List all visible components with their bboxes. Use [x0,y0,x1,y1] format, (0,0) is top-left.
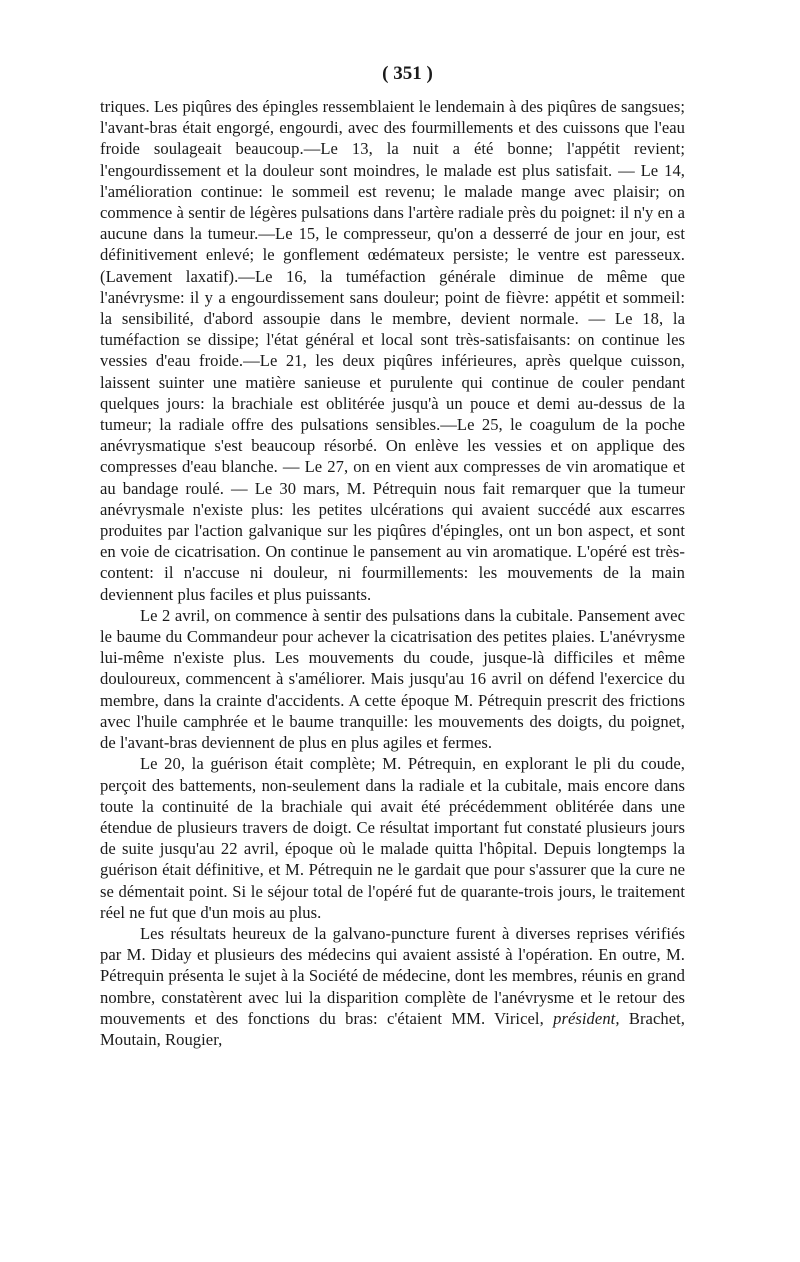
paragraph-4-italic: président, [553,1008,620,1028]
paragraph-4 [100,923,685,1050]
body-text [100,96,685,1050]
paragraph-4-tail: Brachet, Moutain, Rougier, [100,1008,686,1049]
paragraph-2: Le 2 avril, on commence à sentir des pulsations dans la cubitale. Pansement avec le baume du Commandeur pour achever la cicatrisation des petites plaies. L'anévrysme lui-même n'existe plus. Les mouvements du coude, jusque-là difficiles et même douloureux, commencent à s'améliorer. Mais jusqu'au 16 avril on défend l'exercice du membre, dans la crainte d'accidents. A cette époque M. Pétrequin prescrit des frictions avec l'huile camphrée et le baume tranquille: les mouvements des doigts, du poignet, de l'avant-bras deviennent de plus en plus agiles et fermes. [100,605,685,753]
paragraph-4-text: Les résultats heureux de la galvano-puncture furent à diverses reprises vérifiés par M. Diday et plusieurs des médecins qui avaient assisté à l'opération. En outre, M. Pétrequin présenta le sujet à la Société de médecine, dont les membres, réunis en grand nombre, constatèrent avec lui la disparition complète de l'anévrysme et le retour des mouvements et des fonctions du bras: c'étaient MM. Viricel, [100,923,685,1028]
document-page [100,60,685,1050]
page-number: ( 351 ) [382,63,433,84]
paragraph-3: Le 20, la guérison était complète; M. Pétrequin, en explorant le pli du coude, perçoit des battements, non-seulement dans la radiale et la cubitale, mais encore dans toute la continuité de la brachiale qui avait été précédemment oblitérée dans une étendue de plusieurs travers de doigt. Ce résultat important fut constaté plusieurs jours de suite jusqu'au 22 avril, époque où le malade quitta l'hôpital. Depuis longtemps la guérison était définitive, et M. Pétrequin ne le gardait que pour s'assurer que la cure ne se démentait point. Si le séjour total de l'opéré fut de quarante-trois jours, le traitement réel ne fut que d'un mois au plus. [100,754,685,922]
paragraph-1: triques. Les piqûres des épingles ressemblaient le lendemain à des piqûres de sangsues; l'avant-bras était engorgé, engourdi, avec des fourmillements et des cuissons que l'eau froide soulageait beaucoup.—Le 13, la nuit a été bonne; l'appétit revient; l'engourdissement et la douleur sont moindres, le malade est plus satisfait. — Le 14, l'amélioration continue: le sommeil est revenu; le malade mange avec plaisir; on commence à sentir de légères pulsations dans l'artère radiale près du poignet: il n'y en a aucune dans la tumeur.—Le 15, le compresseur, qu'on a desserré de jour en jour, est définitivement enlevé; le gonflement œdémateux persiste; le ventre est paresseux. (Lavement laxatif).—Le 16, la tuméfaction générale diminue de même que l'anévrysme: il y a engourdissement sans douleur; point de fièvre: appétit et sommeil: la sensibilité, d'abord assoupie dans le membre, devient normale. — Le 18, la tuméfaction se dissipe; l'état général et local sont très-satisfaisants: on continue les vessies d'eau froide.—Le 21, les deux piqûres inférieures, après quelque cuisson, laissent suinter une matière sanieuse et purulente qui continue de couler pendant quelques jours: la brachiale est oblitérée jusqu'à un pouce et demi au-dessus de la tumeur; la radiale offre des pulsations sensibles.—Le 25, le coagulum de la poche anévrysmatique s'est beaucoup résorbé. On enlève les vessies et on applique des compresses d'eau blanche. — Le 27, on en vient aux compresses de vin aromatique et au bandage roulé. — Le 30 mars, M. Pétrequin nous fait remarquer que la tumeur anévrysmale n'existe plus: les petites ulcérations qui avaient succédé aux escarres produites par l'action galvanique sur les piqûres d'épingles, ont un bon aspect, et sont en voie de cicatrisation. On continue le pansement au vin aromatique. L'opéré est très-content: il n'accuse ni douleur, ni fourmillements: les mouvements de la main deviennent plus faciles et plus puissants. [100,97,685,604]
